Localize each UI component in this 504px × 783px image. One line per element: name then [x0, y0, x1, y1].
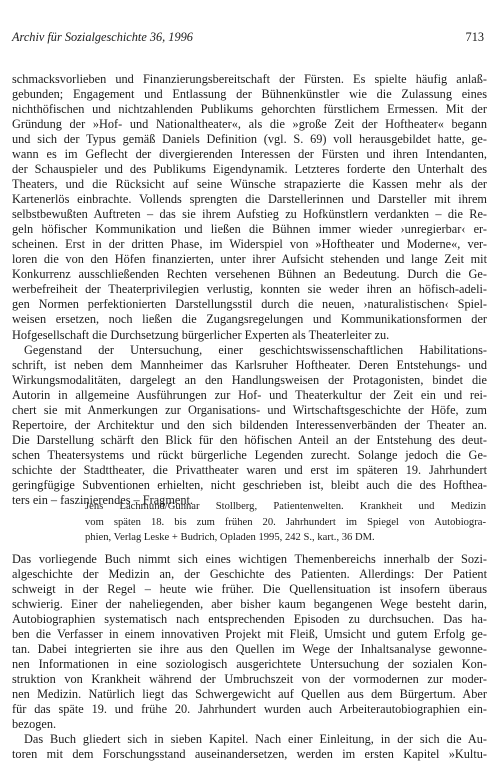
review-paragraph-line: ters ein – faszinierendes – Fragment. [12, 492, 193, 507]
review-paragraph-line: toren mit dem Forschungsstand auseinandersetzen, werden im ersten Kapitel »Kultu- [12, 747, 487, 762]
book-citation-line: vom späten 18. bis zum frühen 20. Jahrhundert im Spiegel von Autobiogra- [85, 516, 486, 528]
review-paragraph-line: geringfügige Subventionen erhielten, nicht geschrieben ist, bleibt auch die des Hofthea- [12, 477, 487, 492]
review-paragraph-line: selbstbewußten Auftreten – das sie ihrem Aufstieg zu Hofkünstlern verdankten – die Re- [12, 207, 487, 222]
review-paragraph-line: Gegenstand der Untersuchung, einer geschichtswissenschaftlichen Habilitations- [24, 342, 487, 357]
review-paragraph-line: nichthöfischen und nichtzahlenden Publikums gehorchten fürstlichem Ermessen. Mit der [12, 102, 487, 117]
review-paragraph-line: schen Theatersystems und rückt bürgerliche Legenden zurecht. Solange jedoch die Ge- [12, 447, 487, 462]
review-paragraph-line: Konkurrenz ausschließenden Rechten versehenen Bühnen an Bedeutung. Durch die Ge- [12, 267, 487, 282]
review-paragraph-line: schmacksvorlieben und Finanzierungsbereitschaft der Fürsten. Es spielte häufig anlaß- [12, 72, 487, 86]
journal-title: Archiv für Sozialgeschichte 36, 1996 [12, 30, 193, 44]
review-paragraph-line: Wirkungsmodalitäten, dargelegt an den Handlungsweisen der Protagonisten, bindet die [12, 372, 487, 387]
review-paragraph-line: Theaters, und die Rücksicht auf seine Wünsche strapazierte die Kassen mehr als der [12, 177, 487, 192]
review-paragraph-line: wann es im Geflecht der divergierenden Interessen der Fürsten und ihren Intendanten, [12, 147, 487, 162]
review-paragraph-line: algeschichte der Medizin an, der Geschichte des Patienten. Allerdings: Der Patient [12, 567, 487, 582]
review-paragraph-line: nen Informationen in eine soziologisch ausgerichtete Untersuchung der sozialen Kon- [12, 657, 487, 672]
review-paragraph-line: Kartenerlös einbrachte. Vollends sprengten die Darstellerinnen und Darsteller mit ihrem [12, 192, 487, 207]
review-paragraph-line: für das späte 19. und frühe 20. Jahrhundert wurden auch Arbeiterautobiographien ein- [12, 702, 487, 717]
review-paragraph-line: schichte der Stadttheater, die Privattheater waren und erst im späteren 19. Jahrhundert [12, 462, 487, 477]
review-paragraph-line: tan. Dabei integrierten sie ihre aus den Quellen im Wege der Inhaltsanalyse gewonne- [12, 642, 487, 657]
review-paragraph-line: scheinen. Erst in der dritten Phase, im Widerspiel von »Hoftheater und Moderne«, ver- [12, 237, 487, 252]
book-citation-line: phien, Verlag Leske + Budrich, Opladen 1995, 242 S., kart., 36 DM. [85, 532, 375, 543]
review-paragraph-line: Die Darstellung schärft den Blick für den höfischen Anteil an der Entstehung des deut- [12, 432, 487, 447]
review-paragraph-line: gen Normen perfektionierten Darstellungsstil durch die neuen, ›naturalistischen‹ Spiel- [12, 297, 487, 312]
review-paragraph-line: loren die von den Höfen finanzierten, unter ihrer Aufsicht stehenden und lange Zeit mit [12, 252, 487, 267]
review-paragraph-line: nen Medizin. Natürlich liegt das Schwergewicht auf Quellen aus dem Bürgertum. Aber [12, 687, 487, 702]
review-paragraph-line: ben die Verfasser in einem innovativen Projekt mit Fleiß, Umsicht und gutem Erfolg ge- [12, 627, 487, 642]
review-paragraph-line: geln höfischer Kommunikation und ließen die Bühnen immer wieder ›unregierbar‹ er- [12, 222, 487, 237]
review-paragraph-line: Das Buch gliedert sich in sieben Kapitel. Nach einer Einleitung, in der sich die Au- [24, 732, 487, 747]
review-paragraph-line: schwierig. Einer der naheliegenden, aber bisher kaum begangenen Wege besteht darin, [12, 597, 487, 612]
review-paragraph-line: gebunden; Engagement und Entlassung der Bühnenkünstler wie die Zulassung eines [12, 87, 487, 102]
review-paragraph-line: Autorin in allgemeine Ausführungen zur Hof- und Theaterkultur der Zeit ein und rei- [12, 387, 487, 402]
review-paragraph-line: bezogen. [12, 717, 57, 732]
review-paragraph-line: Gründung der »Hof- und Nationaltheater«, als die »große Zeit der Hoftheater« begann [12, 117, 487, 132]
running-header [12, 30, 484, 46]
review-paragraph-line: schweigt in der Regel – heute wie früher. Die Quellensituation ist insofern überaus [12, 582, 487, 597]
review-paragraph-line: weisen ersetzen, noch ließen die Zugangsregelungen und Kommunikationsformen der [12, 312, 487, 327]
review-paragraph-line: struktion von Krankheit während der Umbruchszeit von der vormodernen zur moder- [12, 672, 487, 687]
review-paragraph-line: Das vorliegende Buch nimmt sich eines wichtigen Themenbereichs innerhalb der Sozi- [12, 552, 487, 566]
review-paragraph-line: Repertoire, der Architektur und den sich bildenden Interessenverbänden der Theater an. [12, 417, 487, 432]
review-paragraph-line: der Schauspieler und des Publikums Eigendynamik. Letzteres forderte den Unterhalt des [12, 162, 487, 177]
page-number: 713 [465, 30, 484, 44]
review-paragraph-line: Hofgesellschaft die Durchsetzung bürgerlicher Experten als Theaterleiter zu. [12, 327, 390, 342]
review-paragraph-line: werbefreiheit der Theaterprivilegien verlustig, konnten sie weder ihren an höfisch-adeli- [12, 282, 487, 297]
book-citation-line: Jens Lachmund/Gunnar Stollberg, Patientenwelten. Krankheit und Medizin [85, 501, 486, 512]
review-paragraph-line: und sich der Typus gemäß Daniels Definition (vgl. S. 69) voll herausgebildet hatte, ge- [12, 132, 487, 147]
review-paragraph-line: schrift, ist neben dem Mannheimer das Karlsruher Hoftheater. Deren Entstehungs- und [12, 357, 487, 372]
review-paragraph-line: chert sie mit Anmerkungen zur Organisations- und Wirtschaftsgeschichte der Höfe, zum [12, 402, 487, 417]
review-paragraph-line: Autobiographien systematisch nach entsprechenden Episoden zu durchsuchen. Das ha- [12, 612, 487, 627]
